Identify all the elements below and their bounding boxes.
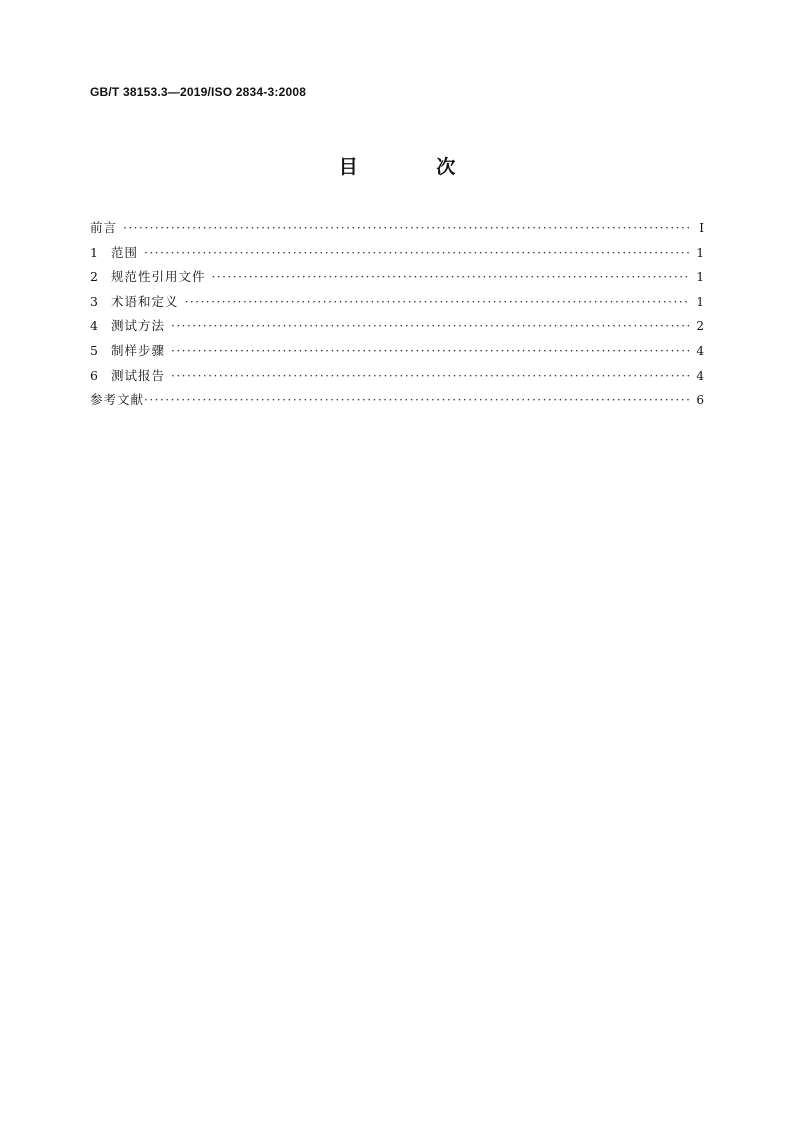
toc-title: 目 次 — [338, 156, 492, 178]
toc-entry-scope[interactable] — [90, 243, 704, 268]
document-code: GB/T 38153.3—2019/ISO 2834-3:2008 — [90, 85, 307, 99]
toc-entry-test-report[interactable] — [90, 366, 704, 391]
toc-leader-dots — [171, 319, 690, 333]
toc-entry-foreword[interactable] — [90, 218, 704, 243]
toc-leader-dots — [144, 246, 690, 260]
toc-entry-label: 前言 — [90, 220, 118, 235]
toc-entry-label: 测试方法 — [111, 318, 166, 334]
toc-leader-dots — [171, 344, 690, 358]
toc-entry-sample-preparation[interactable] — [90, 341, 704, 366]
toc-entry-label: 范围 — [111, 244, 139, 260]
toc-leader-dots — [185, 295, 690, 309]
toc-entry-number: 3 — [90, 293, 98, 309]
toc-entry-page: 4 — [696, 343, 704, 358]
toc-entry-label: 规范性引用文件 — [111, 269, 206, 285]
toc-entry-page: 1 — [696, 270, 704, 285]
toc-entry-number: 1 — [90, 244, 98, 260]
toc-entry-test-method[interactable] — [90, 316, 704, 341]
toc-entry-page: 4 — [696, 368, 704, 383]
toc-entry-number: 4 — [90, 318, 98, 334]
toc-entry-page: 2 — [696, 319, 704, 334]
toc-leader-dots — [144, 393, 690, 407]
toc-entry-page: I — [699, 221, 704, 235]
toc-entry-terms-definitions[interactable] — [90, 292, 704, 317]
toc-entry-number: 2 — [90, 269, 98, 285]
toc-entry-page: 1 — [696, 245, 704, 260]
toc-entry-label: 测试报告 — [111, 367, 166, 383]
toc-entry-number: 6 — [90, 367, 98, 383]
toc-entry-label: 术语和定义 — [111, 293, 179, 309]
toc-entry-page: 6 — [696, 393, 704, 408]
toc-leader-dots — [171, 369, 690, 383]
toc-entry-label: 参考文献 — [90, 392, 145, 408]
toc-entry-number: 5 — [90, 342, 98, 358]
toc-leader-dots — [123, 221, 690, 235]
toc-entry-label: 制样步骤 — [111, 342, 166, 358]
table-of-contents — [90, 218, 704, 415]
toc-entry-page: 1 — [696, 294, 704, 309]
toc-leader-dots — [212, 270, 690, 284]
toc-entry-normative-references[interactable] — [90, 267, 704, 292]
toc-entry-bibliography[interactable] — [90, 390, 704, 415]
